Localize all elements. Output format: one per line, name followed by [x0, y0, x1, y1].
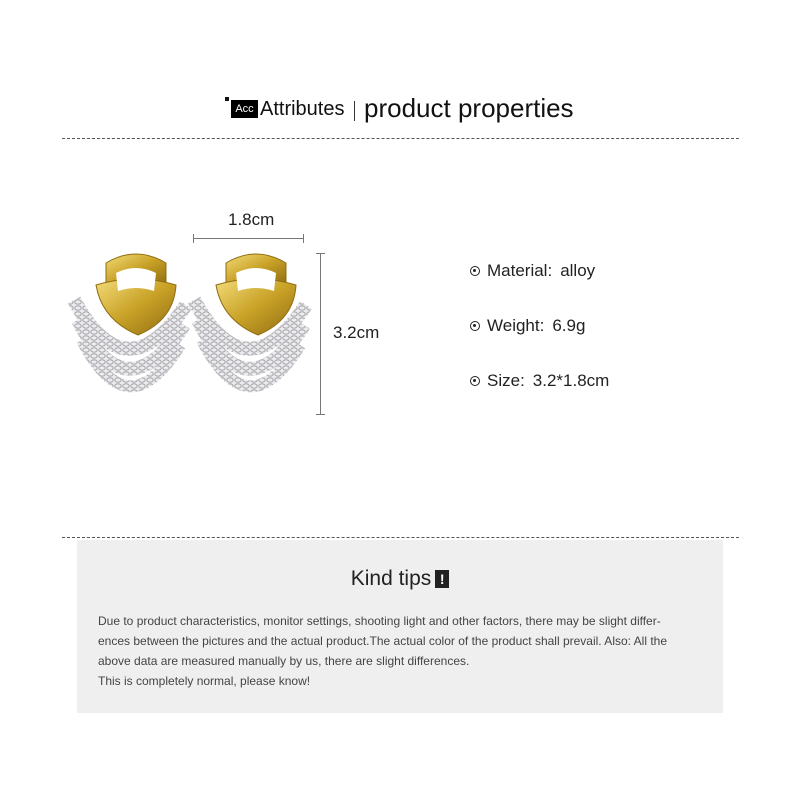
height-dimension-line: [320, 253, 321, 415]
spec-label: Weight:: [487, 316, 545, 335]
section-header: [0, 92, 800, 132]
dashed-divider-top: [62, 138, 739, 139]
tips-line: Due to product characteristics, monitor settings, shooting light and other factors, there may be slight differ-: [98, 614, 661, 628]
spec-value: 6.9g: [552, 316, 586, 335]
tips-line: This is completely normal, please know!: [98, 674, 311, 688]
header-separator: [354, 101, 355, 121]
spec-value: 3.2*1.8cm: [532, 371, 610, 390]
earrings-image: [66, 245, 316, 425]
tips-title: Kind tips: [350, 567, 432, 590]
right-earring: [194, 254, 306, 386]
tips-line: above data are measured manually by us, there are slight differences.: [98, 654, 470, 668]
spec-value: alloy: [560, 261, 596, 280]
spec-material: [470, 259, 595, 283]
width-dimension-line: [193, 238, 304, 239]
tips-body: [98, 611, 710, 691]
tips-line: ences between the pictures and the actual product.The actual color of the product shall prevail. Also: All the: [98, 634, 668, 648]
spec-size: [470, 369, 609, 393]
tips-heading: [77, 567, 723, 591]
bullet-icon: [470, 321, 480, 331]
left-earring: [74, 254, 186, 386]
dashed-divider-bottom: [62, 537, 739, 538]
bullet-icon: [470, 376, 480, 386]
decor-dot: [225, 97, 229, 101]
bullet-icon: [470, 266, 480, 276]
spec-weight: [470, 314, 585, 338]
spec-label: Size:: [487, 371, 525, 390]
page-title: product properties: [364, 93, 574, 123]
width-label: 1.8cm: [228, 210, 275, 229]
spec-label: Material:: [487, 261, 553, 280]
header-label: Attributes: [260, 98, 345, 120]
header-badge: Acc: [231, 100, 258, 118]
exclamation-icon: !: [435, 570, 449, 588]
height-label: 3.2cm: [333, 323, 380, 342]
kind-tips-panel: [77, 540, 723, 713]
